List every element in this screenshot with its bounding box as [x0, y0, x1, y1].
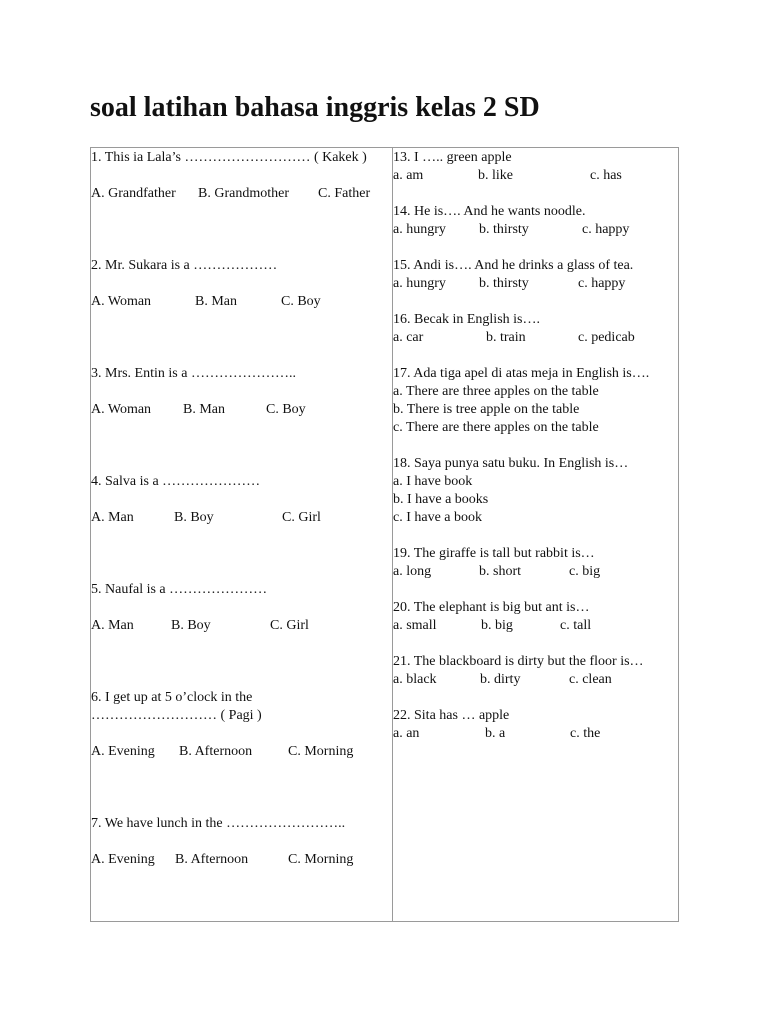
question-text: 15. Andi is…. And he drinks a glass of tea.: [393, 258, 634, 273]
question-text: 20. The elephant is big but ant is…: [393, 600, 590, 615]
option-b[interactable]: b. dirty: [480, 672, 521, 687]
option-b[interactable]: B. Afternoon: [175, 852, 249, 867]
question-5: [91, 581, 392, 599]
option-b[interactable]: B. Boy: [171, 618, 211, 633]
option-a[interactable]: a. There are three apples on the table: [393, 384, 599, 399]
question-text: 5. Naufal is a …………………: [91, 582, 268, 597]
option-a[interactable]: A. Grandfather: [91, 186, 176, 201]
option-c[interactable]: c. big: [569, 564, 601, 579]
left-column: [91, 148, 393, 921]
option-a[interactable]: A. Man: [91, 510, 134, 525]
right-column: [393, 148, 678, 921]
question-7: [91, 815, 392, 833]
options-4: [91, 509, 392, 527]
option-a[interactable]: a. long: [393, 564, 432, 579]
option-a[interactable]: a. am: [393, 168, 424, 183]
options-1: [91, 185, 392, 203]
question-text: 13. I ….. green apple: [393, 150, 512, 165]
question-18: [393, 455, 678, 527]
option-c[interactable]: c. There are there apples on the table: [393, 420, 599, 435]
option-b[interactable]: b. I have a books: [393, 492, 489, 507]
page-title: soal latihan bahasa inggris kelas 2 SD: [90, 92, 540, 123]
question-text: 1. This ia Lala’s ……………………… ( Kakek ): [91, 150, 367, 165]
option-c[interactable]: c. happy: [582, 222, 630, 237]
option-a[interactable]: a. black: [393, 672, 437, 687]
option-c[interactable]: c. the: [570, 726, 601, 741]
question-4: [91, 473, 392, 491]
question-text: 22. Sita has … apple: [393, 708, 510, 723]
option-c[interactable]: C. Morning: [288, 852, 354, 867]
question-20: [393, 599, 678, 635]
question-text: 14. He is…. And he wants noodle.: [393, 204, 586, 219]
question-2: [91, 257, 392, 275]
question-text: 16. Becak in English is….: [393, 312, 540, 327]
option-b[interactable]: b. thirsty: [479, 276, 529, 291]
question-3: [91, 365, 392, 383]
option-c[interactable]: c. I have a book: [393, 510, 483, 525]
option-b[interactable]: B. Man: [195, 294, 237, 309]
question-6: [91, 689, 392, 725]
question-22: [393, 707, 678, 743]
option-c[interactable]: C. Girl: [282, 510, 321, 525]
options-5: [91, 617, 392, 635]
option-c[interactable]: c. has: [590, 168, 622, 183]
question-text: 7. We have lunch in the ……………………..: [91, 816, 346, 831]
question-16: [393, 311, 678, 347]
option-b[interactable]: b. train: [486, 330, 526, 345]
option-c[interactable]: C. Father: [318, 186, 371, 201]
option-c[interactable]: C. Morning: [288, 744, 354, 759]
option-b[interactable]: B. Grandmother: [198, 186, 289, 201]
option-a[interactable]: A. Woman: [91, 294, 152, 309]
options-7: [91, 851, 392, 869]
question-19: [393, 545, 678, 581]
option-c[interactable]: c. tall: [560, 618, 592, 633]
option-c[interactable]: c. pedicab: [578, 330, 635, 345]
option-c[interactable]: c. happy: [578, 276, 626, 291]
question-text-continued: ……………………… ( Pagi ): [91, 708, 262, 723]
option-b[interactable]: b. short: [479, 564, 521, 579]
option-b[interactable]: b. big: [481, 618, 513, 633]
option-a[interactable]: a. hungry: [393, 276, 446, 291]
option-b[interactable]: b. like: [478, 168, 513, 183]
options-6: [91, 743, 392, 761]
question-text: 6. I get up at 5 o’clock in the: [91, 690, 253, 705]
question-text: 21. The blackboard is dirty but the floor is…: [393, 654, 644, 669]
question-text: 2. Mr. Sukara is a ………………: [91, 258, 278, 273]
option-a[interactable]: a. car: [393, 330, 424, 345]
option-c[interactable]: C. Boy: [281, 294, 321, 309]
option-c[interactable]: C. Boy: [266, 402, 306, 417]
question-text: 3. Mrs. Entin is a …………………..: [91, 366, 296, 381]
option-b[interactable]: B. Boy: [174, 510, 214, 525]
option-c[interactable]: c. clean: [569, 672, 612, 687]
question-14: [393, 203, 678, 239]
option-b[interactable]: b. There is tree apple on the table: [393, 402, 580, 417]
question-table: [90, 147, 679, 922]
option-c[interactable]: C. Girl: [270, 618, 309, 633]
question-15: [393, 257, 678, 293]
option-a[interactable]: a. small: [393, 618, 437, 633]
question-1: [91, 149, 392, 185]
option-a[interactable]: A. Woman: [91, 402, 152, 417]
question-17: [393, 365, 678, 437]
option-b[interactable]: b. thirsty: [479, 222, 529, 237]
question-13: [393, 149, 678, 185]
question-text: 17. Ada tiga apel di atas meja in English is….: [393, 366, 650, 381]
option-a[interactable]: a. an: [393, 726, 420, 741]
option-a[interactable]: a. hungry: [393, 222, 446, 237]
option-b[interactable]: B. Man: [183, 402, 225, 417]
option-a[interactable]: A. Man: [91, 618, 134, 633]
options-2: [91, 293, 392, 311]
option-a[interactable]: A. Evening: [91, 744, 155, 759]
option-a[interactable]: a. I have book: [393, 474, 473, 489]
options-3: [91, 401, 392, 419]
question-text: 19. The giraffe is tall but rabbit is…: [393, 546, 595, 561]
question-text: 4. Salva is a …………………: [91, 474, 261, 489]
option-b[interactable]: B. Afternoon: [179, 744, 253, 759]
question-text: 18. Saya punya satu buku. In English is…: [393, 456, 629, 471]
option-a[interactable]: A. Evening: [91, 852, 155, 867]
option-b[interactable]: b. a: [485, 726, 506, 741]
question-21: [393, 653, 678, 689]
